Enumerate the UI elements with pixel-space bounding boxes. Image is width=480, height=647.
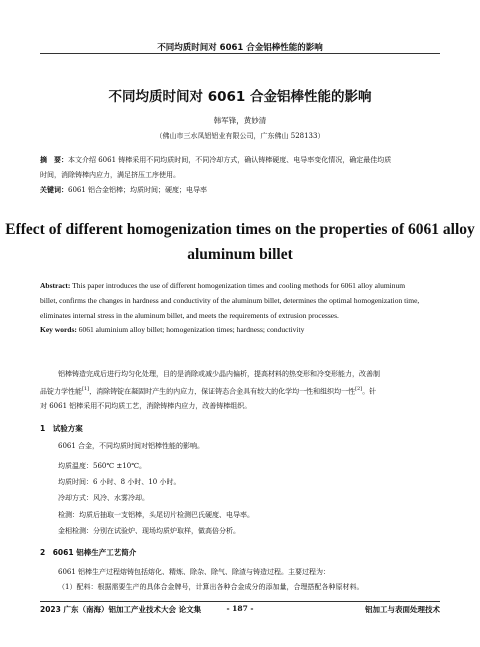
header-rule (40, 53, 440, 54)
section-1-heading: 1 试验方案 (40, 424, 83, 433)
citation-2: [2] (355, 386, 363, 392)
abstract-en-line2: billet, confirms the changes in hardness and conductivity of the aluminum billet, determines the optimal homogenization time, (40, 296, 420, 305)
body-intro-line3: 对 6061 铝棒采用不同均质工艺，消除铸棒内应力，改善铸棒组织。 (40, 402, 252, 411)
abstract-en (40, 278, 440, 323)
section-2-line1: 6061 铝棒生产过程熔铸包括熔化、精炼、除杂、除气、除渣与铸造过程。主要过程为： (58, 568, 331, 576)
abstract-cn-label: 摘 要： (40, 156, 68, 164)
citation-1: [1] (82, 386, 90, 392)
abstract-cn-line2: 时间，消除铸棒内应力，满足挤压工序使用。 (40, 171, 180, 179)
section-1-item: 均质时间：6 小时、8 小时、10 小时。 (58, 478, 181, 486)
abstract-en-line3: eliminates internal stress in the aluminum billet, and meets the requirements of extrusion processes. (40, 311, 339, 320)
keywords-cn (40, 183, 440, 198)
body-intro-line1: 铝棒铸造完成后进行均匀化处理，目的是消除或减少晶内偏析，提高材料的热变形和冷变形能力，改善制 (58, 370, 380, 378)
paper-title-en-line1: Effect of different homogenization times on the properties of 6061 alloy (5, 221, 475, 238)
keywords-cn-label: 关键词： (40, 186, 68, 194)
running-header: 不同均质时间对 6061 合金铝棒性能的影响 (157, 43, 323, 53)
section-2-line2: （1）配料：根据需要生产的具体合金牌号，计算出各种合金成分的添加量，合理搭配各种原材料。 (58, 583, 364, 591)
abstract-cn (40, 153, 440, 183)
footer-proceedings: 2023 广东（南海）铝加工产业技术大会 论文集 (40, 605, 202, 614)
section-1-item: 金相检测：分别在试验炉、现场均质炉取样，做高倍分析。 (58, 527, 240, 535)
body-intro (40, 367, 440, 414)
footer-page-number: - 187 - (226, 604, 254, 613)
section-1-item: 冷却方式：风冷、水雾冷却。 (58, 494, 149, 502)
footer-journal: 铝加工与表面处理技术 (365, 605, 440, 614)
paper-title-en-line2: aluminum billet (187, 246, 293, 263)
section-1-item: 均质温度：560℃ ±10℃。 (58, 462, 147, 470)
abstract-cn-line1: 本文介绍 6061 铸棒采用不同均质时间，不同冷却方式，确认铸棒硬度、电导率变化情况，确定最佳均质 (68, 156, 392, 164)
keywords-en (40, 322, 440, 337)
affiliation: （佛山市三水凤铝铝业有限公司，广东佛山 528133） (155, 132, 325, 140)
keywords-en-text: 6061 aluminium alloy billet; homogenization times; hardness; conductivity (78, 325, 305, 334)
section-1-item: 6061 合金，不同均质时间对铝棒性能的影响。 (58, 442, 205, 450)
abstract-en-line1: This paper introduces the use of different homogenization times and cooling methods for 6061 alloy aluminum (72, 281, 406, 290)
section-1-item: 检测：均质后抽取一支铝棒，头尾切片检测巴氏硬度、电导率。 (58, 511, 254, 519)
body-intro-line2a: 品锭力学性能 (40, 387, 82, 396)
body-intro-line2c: 。针 (362, 387, 377, 396)
body-intro-line2b: ，消除铸锭在凝固时产生的内应力，保证铸态合金具有较大的化学均一性和组织均一性 (89, 387, 356, 396)
keywords-en-label: Key words: (40, 325, 77, 334)
abstract-en-label: Abstract: (40, 281, 71, 290)
authors: 韩军锋，黄妙清 (213, 116, 267, 125)
paper-title-cn: 不同均质时间对 6061 合金铝棒性能的影响 (108, 89, 372, 105)
section-2-heading: 2 6061 铝棒生产工艺简介 (40, 548, 137, 557)
keywords-cn-text: 6061 铝合金铝棒；均质时间；硬度；电导率 (68, 186, 208, 194)
footer-rule (40, 601, 440, 602)
